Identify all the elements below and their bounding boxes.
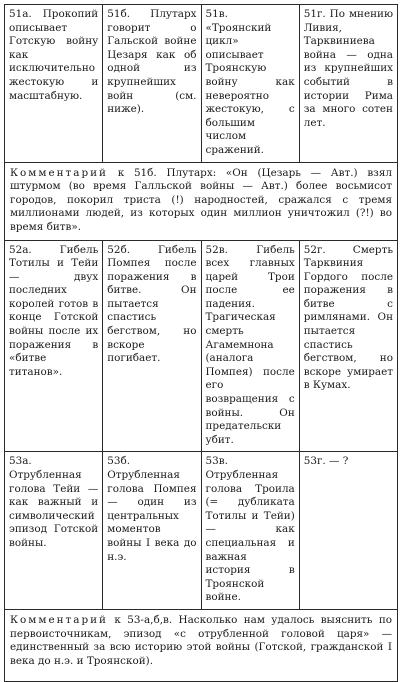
cell-text: 51б. Плутарх говорит о Гальской войне Цезаря как об одной из крупнейших войн (см. ниже). bbox=[107, 8, 197, 116]
cell-52v bbox=[201, 240, 299, 452]
commentary-text: к 53-а,б,в. Насколько нам удалось выяснить по первоисточникам, эпизод «с отрубленной головой царя» — единственный за всю историю этой войны (Готской, гражданской I века до н.э. и Троянской). bbox=[10, 613, 392, 667]
commentary-label: Комментарий bbox=[10, 613, 108, 626]
cell-text: 52б. Гибель Помпея после поражения в битве. Он пытается спастись бегством, но вскоре погибает. bbox=[107, 243, 197, 365]
cell-text: 51г. По мнению Ливия, Тарквиниева война — одна из крупнейших событий в истории Рима за много сотен лет. bbox=[303, 8, 393, 129]
cell-text: 53в. Отрубленная голова Троила (= дубликата Тотилы и Тейи) — как специальная и важная история в Троянской войне. bbox=[205, 455, 295, 604]
cell-text: 53б. Отрубленная голова Помпея — один из центральных моментов войны I века до н.э. bbox=[107, 455, 197, 563]
cell-53g bbox=[299, 452, 397, 610]
cell-51a bbox=[5, 5, 103, 163]
table-row bbox=[5, 5, 398, 163]
cell-51v bbox=[201, 5, 299, 163]
cell-51g bbox=[299, 5, 397, 163]
cell-52g bbox=[299, 240, 397, 452]
commentary-51b bbox=[5, 162, 398, 240]
commentary-row bbox=[5, 162, 398, 240]
cell-text: 53а. Отрубленная голова Тейи — как важный и символический эпизод Готской войны. bbox=[9, 455, 99, 549]
comparison-table bbox=[4, 4, 398, 682]
cell-52a bbox=[5, 240, 103, 452]
cell-text: 51а. Прокопий описывает Готскую войну как исключительно жестокую и масштабную. bbox=[9, 8, 99, 102]
table-row bbox=[5, 452, 398, 610]
commentary-label: Комментарий bbox=[10, 166, 108, 179]
cell-51b bbox=[103, 5, 201, 163]
cell-53a bbox=[5, 452, 103, 610]
commentary-text: к 51б. Плутарх: «Он (Цезарь — Авт.) взял штурмом (во время Галльской войны — Авт.) более восьмисот городов, покорил триста (!) народностей, сражался с тремя миллионами людей, из которых один миллион уничтожил (?!) во время битв». bbox=[10, 166, 392, 233]
cell-52b bbox=[103, 240, 201, 452]
cell-53b bbox=[103, 452, 201, 610]
commentary-53 bbox=[5, 609, 398, 681]
cell-text: 52в. Гибель всех главных царей Трои после ее падения. Трагическая смерть Агамемнона (аналога Помпея) после его возвращения с войны. Он предательски убит. bbox=[205, 243, 295, 446]
cell-text: 52г. Смерть Тарквиния Гордого после поражения в битве с римлянами. Он пытается спастись бегством, но вскоре умирает в Кумах. bbox=[303, 243, 393, 392]
cell-text: 53г. — ? bbox=[303, 455, 349, 468]
commentary-row bbox=[5, 609, 398, 681]
cell-text: 52а. Гибель Тотилы и Тейи — двух последних королей готов в конце Готской войны после их поражения в «битве титанов». bbox=[9, 243, 99, 378]
cell-53v bbox=[201, 452, 299, 610]
table-row bbox=[5, 240, 398, 452]
cell-text: 51в. «Троянский цикл» описывает Троянскую войну как невероятно жестокую, с большим числом сражений. bbox=[205, 8, 295, 156]
